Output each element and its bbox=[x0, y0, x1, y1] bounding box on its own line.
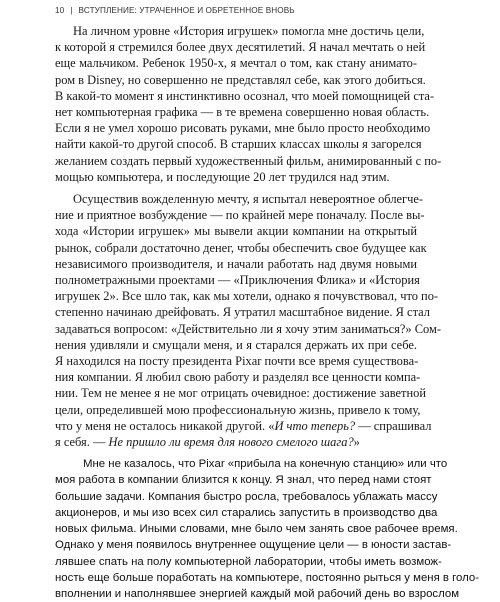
text-line: полнометражными проектами — «Приключения Флика» и «История bbox=[55, 273, 420, 288]
paragraph-2 bbox=[55, 191, 441, 450]
text-line: лявшее спать на полу компьютерной лаборатории, чтобы иметь возмож- bbox=[55, 555, 442, 568]
text-line: Однако у меня появилось внутреннее ощущение цели — в юности застав- bbox=[55, 539, 452, 552]
text-line: нения удивляли и смущали меня, и я старался держать их при себе. bbox=[55, 337, 417, 352]
text-line: ния компании. Я любил свою работу и разделял все ценности компа- bbox=[55, 370, 421, 385]
text-line: рынок, собрали достаточно денег, чтобы обеспечить свое будущее как bbox=[55, 240, 427, 255]
paragraph-1 bbox=[55, 23, 442, 185]
text-line: цели, определившей мою профессиональную жизнь, привело к тому, bbox=[55, 402, 421, 417]
text-line: В какой-то момент я инстинктивно осознал, что моей помощницей ста- bbox=[55, 88, 435, 103]
text-line: степенно начинаю дрейфовать. Я утратил масштабное видение. Я стал bbox=[55, 305, 431, 320]
text-line: найти какой-то другой способ. В старших классах школы я загорелся bbox=[55, 137, 422, 152]
running-head bbox=[55, 6, 295, 15]
text-line: игрушек 2». Все шло так, как мы хотели, однако я почувствовал, что по- bbox=[55, 289, 439, 304]
text-line: моя работа в компании близится к концу. Я знал, что перед нами стоят bbox=[55, 474, 432, 487]
text-line: нии. Тем не менее я не мог отрицать очевидное: достижение заветной bbox=[55, 386, 427, 401]
header-separator: | bbox=[70, 6, 73, 15]
text-line: нет компьютерная графика — в те времена совершенно новая область. bbox=[55, 105, 430, 120]
text-line: независимого производителя, и начали работать над двумя новыми bbox=[55, 256, 417, 271]
text-line: ние и приятное возбуждение — по крайней мере поначалу. После вы- bbox=[55, 208, 425, 223]
paragraph-3 bbox=[55, 456, 480, 602]
italic-phrase: И что теперь? bbox=[274, 418, 356, 433]
text-line: Я находился на посту президента Pixar почти все время существова- bbox=[55, 354, 419, 369]
text-line: Мне не казалось, что Pixar «прибыла на конечную станцию» или что bbox=[83, 458, 448, 471]
text-line: я себя. — Не пришло ли время для нового смелого шага?» bbox=[55, 435, 360, 450]
text-line: вполнении и наполнявшее энергией каждый мой рабочий день во взрослом bbox=[55, 587, 460, 600]
text-line: мощью компьютера, и последующие 20 лет трудился над этим. bbox=[55, 169, 390, 184]
page-number: 10 bbox=[55, 6, 65, 15]
text-line: задаваться вопросом: «Действительно ли я хочу этим заниматься?» Сом- bbox=[55, 321, 441, 336]
text-line: На личном уровне «История игрушек» помогла мне достичь цели, bbox=[73, 24, 425, 38]
text-line: еще мальчиком. Ребенок 1950-х, я мечтал о том, как стану анимато- bbox=[55, 56, 417, 71]
text-line: большие задачи. Компания быстро росла, требовалось ублажать массу bbox=[55, 490, 438, 503]
page-body bbox=[55, 23, 480, 602]
text-line: ром в Disney, но совершенно не представлял себе, как этого добиться. bbox=[55, 72, 426, 87]
text-line: что у меня не осталось никакой другой. «И что теперь? — спрашивал bbox=[55, 418, 432, 433]
text-line: хода «Истории игрушек» мы вывели акции компании на открытый bbox=[55, 224, 417, 239]
text-line: Если я не умел хорошо рисовать руками, мне было просто необходимо bbox=[55, 121, 431, 136]
text-line: акционеров, и мы изо всех сил старались запустить в производство два bbox=[55, 506, 438, 519]
text-line: желанием создать первый художественный фильм, анимированный с по- bbox=[55, 153, 442, 168]
section-title: ВСТУПЛЕНИЕ: УТРАЧЕННОЕ И ОБРЕТЕННОЕ ВНОВЬ bbox=[78, 6, 295, 15]
text-line: Осуществив вожделенную мечту, я испытал невероятное облегче- bbox=[73, 192, 424, 207]
text-line: новых фильма. Иными словами, мне было чем занять свое рабочее время. bbox=[55, 523, 458, 536]
italic-phrase: Не пришло ли время для нового смелого шага? bbox=[108, 435, 354, 450]
text-line: ность еще больше поработать на компьютере, постоянно рыться у меня в голо- bbox=[55, 571, 480, 584]
text-line: к которой я стремился более двух десятилетий. Я начал мечтать о ней bbox=[55, 40, 426, 55]
